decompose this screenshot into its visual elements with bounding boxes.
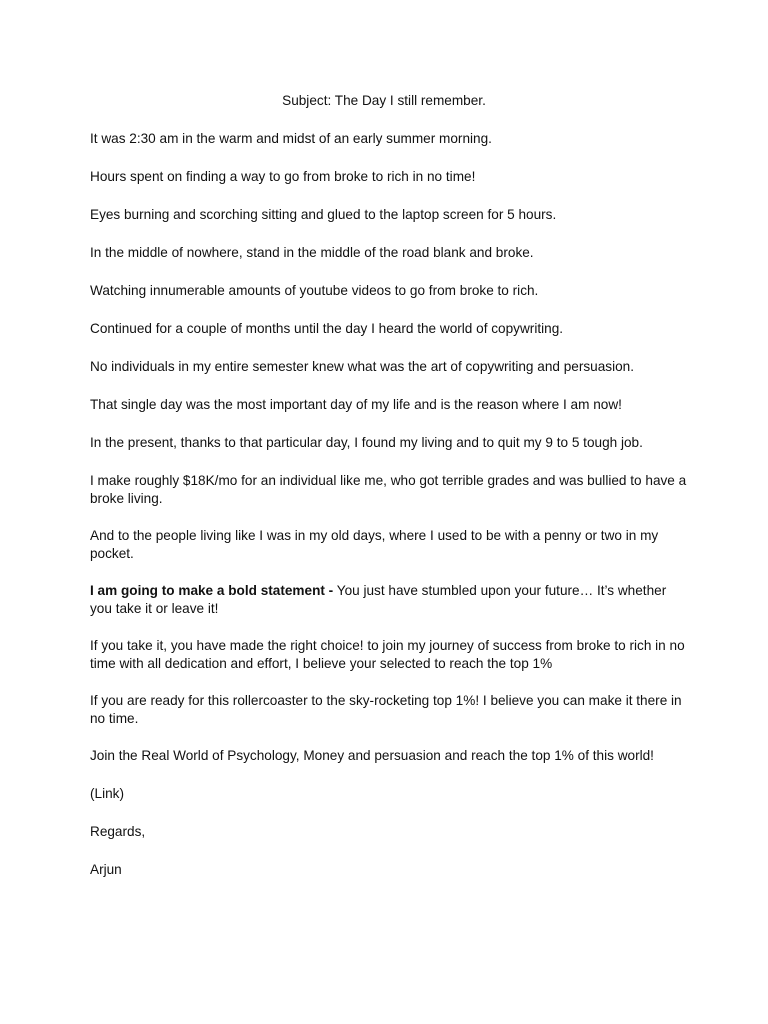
paragraph-bold-statement <box>90 582 690 618</box>
paragraph-hours: Hours spent on finding a way to go from broke to rich in no time! <box>90 169 476 184</box>
bold-statement-rest: You just have stumbled upon your future… It’s whether you take it or leave it! <box>90 583 667 616</box>
paragraph-income: I make roughly $18K/mo for an individual like me, who got terrible grades and was bullied to have a broke living. <box>90 473 687 506</box>
paragraph-nowhere: In the middle of nowhere, stand in the middle of the road blank and broke. <box>90 245 534 260</box>
paragraph-present: In the present, thanks to that particular day, I found my living and to quit my 9 to 5 tough job. <box>90 435 643 450</box>
paragraph-join: Join the Real World of Psychology, Money and persuasion and reach the top 1% of this world! <box>90 748 654 763</box>
bold-statement-lead: I am going to make a bold statement - <box>90 583 334 598</box>
paragraph-semester: No individuals in my entire semester knew what was the art of copywriting and persuasion. <box>90 359 635 374</box>
email-subject: Subject: The Day I still remember. <box>282 93 486 108</box>
link-placeholder: (Link) <box>90 786 124 801</box>
paragraph-important-day: That single day was the most important day of my life and is the reason where I am now! <box>90 397 622 412</box>
paragraph-take-it: If you take it, you have made the right choice! to join my journey of success from broke to rich in no time with all dedication and effort, I believe your selected to reach the top 1% <box>90 638 685 671</box>
signature-name: Arjun <box>90 862 122 877</box>
paragraph-youtube: Watching innumerable amounts of youtube videos to go from broke to rich. <box>90 283 539 298</box>
paragraph-rollercoaster: If you are ready for this rollercoaster to the sky-rocketing top 1%! I believe you can make it there in no time. <box>90 693 682 726</box>
paragraph-old-days: And to the people living like I was in my old days, where I used to be with a penny or two in my pocket. <box>90 528 659 561</box>
paragraph-time: It was 2:30 am in the warm and midst of an early summer morning. <box>90 131 492 146</box>
paragraph-copywriting: Continued for a couple of months until the day I heard the world of copywriting. <box>90 321 564 336</box>
paragraph-eyes: Eyes burning and scorching sitting and glued to the laptop screen for 5 hours. <box>90 207 557 222</box>
sign-off: Regards, <box>90 824 146 839</box>
email-body <box>90 130 690 899</box>
